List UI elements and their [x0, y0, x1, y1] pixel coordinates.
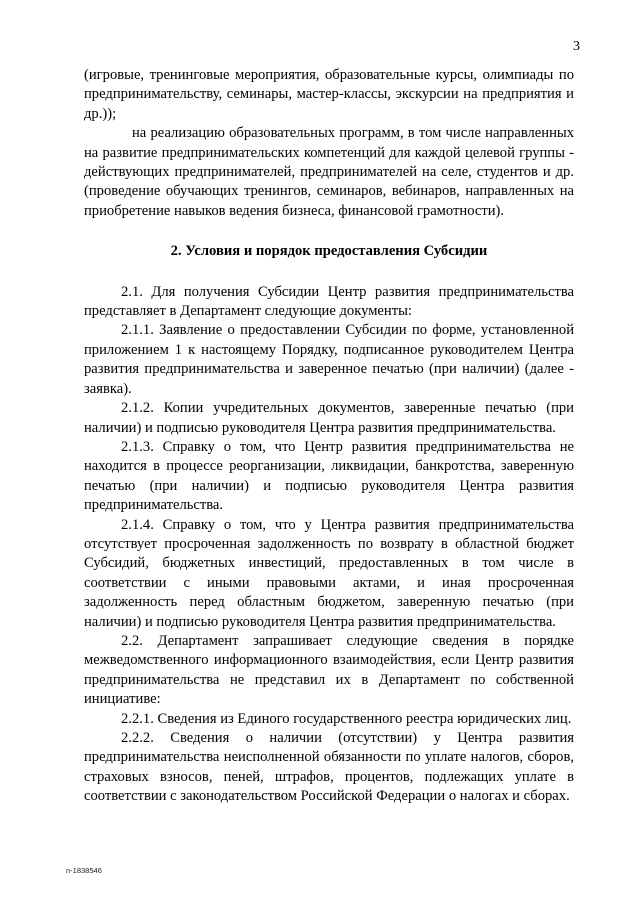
section-heading: 2. Условия и порядок предоставления Субсидии [170, 243, 488, 260]
paragraph-intro-1: (игровые, тренинговые мероприятия, образовательные курсы, олимпиады по предпринимательству, семинары, мастер-классы, экскурсии на предприятия и др.)); [84, 67, 574, 122]
paragraph-2-1-3: 2.1.3. Справку о том, что Центр развития предпринимательства не находится в процессе реорганизации, ликвидации, банкротства, заверенную печатью (при наличии) и подписью руководителя Центра развития предпринимательства. [84, 438, 574, 514]
paragraph-intro-2: на реализацию образовательных программ, в том числе направленных на развитие предпринимательских компетенций для каждой целевой группы - действующих предпринимателей, предпринимателей на селе, студентов и др. (проведение обучающих тренингов, семинаров, вебинаров, направленных на приобретение навыков ведения бизнеса, финансовой грамотности). [84, 125, 574, 219]
paragraph-2-2: 2.2. Департамент запрашивает следующие сведения в порядке межведомственного информационного взаимодействия, если Центр развития предпринимательства не представил их в Департамент по собственной инициативе: [84, 632, 574, 708]
paragraph-2-2-1: 2.2.1. Сведения из Единого государственного реестра юридических лиц. [121, 710, 572, 727]
paragraph-2-1-1: 2.1.1. Заявление о предоставлении Субсидии по форме, установленной приложением 1 к настоящему Порядку, подписанное руководителем Центра развития предпринимательства и заверенное печатью (при наличии) (далее - заявка). [84, 322, 574, 397]
page-number: 3 [573, 39, 580, 54]
paragraph-2-2-2: 2.2.2. Сведения о наличии (отсутствии) у Центра развития предпринимательства неисполненной обязанности по уплате налогов, сборов, страховых взносов, пеней, штрафов, процентов, подлежащих уплате в соответствии с законодательством Российской Федерации о налогах и сборах. [84, 730, 574, 805]
paragraph-2-1: 2.1. Для получения Субсидии Центр развития предпринимательства представляет в Департамент следующие документы: [84, 283, 574, 320]
document-id: n-1838546 [66, 866, 102, 875]
paragraph-2-1-4: 2.1.4. Справку о том, что у Центра развития предпринимательства отсутствует просроченная задолженность по возврату в областной бюджет Субсидий, бюджетных инвестиций, предоставленных в том числе в соответствии с иными правовыми актами, и иная просроченная задолженность перед областным бюджетом, заверенную печатью (при наличии) и подписью руководителя Центра развития предпринимательства. [84, 516, 574, 630]
paragraph-2-1-2: 2.1.2. Копии учредительных документов, заверенные печатью (при наличии) и подписью руководителя Центра развития предпринимательства. [84, 400, 574, 436]
document-body [84, 66, 574, 807]
